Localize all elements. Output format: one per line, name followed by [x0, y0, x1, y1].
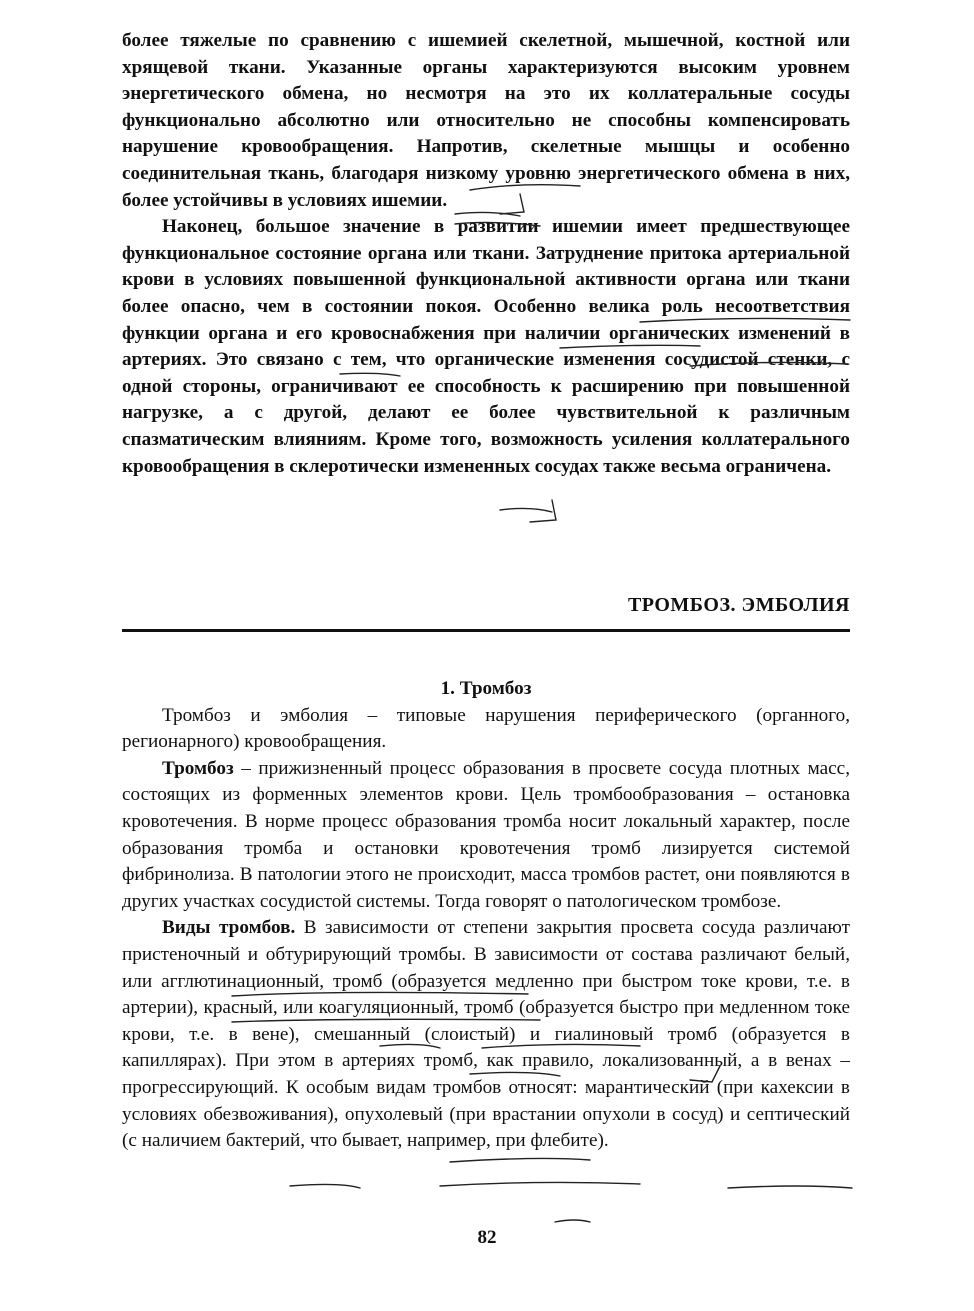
- paragraph-ischemia-tissues: более тяжелые по сравнению с ишемией скелетной, мышечной, костной или хрящевой ткани. Указанные органы характеризуются высоким уровнем энергетического обмена, но несмотря на это их коллатеральные сосуды функционально абсолютно или относительно не способны компенсировать нарушение кровообращения. Напротив, скелетные мышцы и особенно соединительная ткань, благодаря низкому уровню энергетического обмена в них, более устойчивы в условиях ишемии.: [122, 30, 850, 211]
- paragraph-definition: [122, 756, 850, 916]
- pencil-bracket-mark: [530, 500, 556, 522]
- upper-text-block: [122, 28, 850, 480]
- thrombosis-section: [122, 676, 850, 1155]
- subsection-title: 1. Тромбоз: [440, 678, 532, 699]
- paragraph-intro: Тромбоз и эмболия – типовые нарушения периферического (органного, регионарного) кровообращения.: [122, 704, 850, 753]
- definition-term: Тромбоз: [162, 757, 234, 779]
- paragraph-functional-state: Наконец, большое значение в развитии ишемии имеет предшествующее функциональное состояние органа или ткани. Затруднение притока артериальной крови в условиях повышенной функциональной активности органа или ткани более опасно, чем в состоянии покоя. Особенно велика роль несоответствия функции органа и его кровоснабжения при наличии органических изменений в артериях. Это связано с тем, что органические изменения сосудистой стенки, с одной стороны, ограничивают ее способность к расширению при повышенной нагрузке, а с другой, делают ее более чувствительной к различным спазматическим влияниям. Кроме того, возможность усиления коллатерального кровообращения в склеротически измененных сосудах также весьма ограничена.: [122, 216, 850, 477]
- paragraph-thrombus-types: [122, 915, 850, 1154]
- types-text: В зависимости от степени закрытия просвета сосуда различают пристеночный и обтурирующий тромбы. В зависимости от состава различают белый, или агглютинационный, тромб (образуется медленно при быстром токе крови, т.е. в артерии), красный, или коагуляционный, тромб (образуется быстро при медленном токе крови, т.е. в вене), смешанный (слоистый) и гиалиновый тромб (образуется в капиллярах). При этом в артериях тромб, как правило, локализованный, а в венах – прогрессирующий. К особым видам тромбов относят: марантический (при кахексии в условиях обезвоживания), опухолевый (при врастании опухоли в сосуд) и септический (с наличием бактерий, что бывает, например, при флебите).: [122, 917, 850, 1152]
- types-term: Виды тромбов.: [162, 917, 296, 939]
- pencil-underline-mark: [728, 1186, 852, 1188]
- section-title: ТРОМБОЗ. ЭМБОЛИЯ: [627, 594, 850, 616]
- pencil-underline-mark: [440, 1182, 640, 1186]
- section-divider: [122, 629, 850, 632]
- pencil-underline-mark: [555, 1220, 590, 1222]
- page-number: 82: [477, 1227, 497, 1248]
- pencil-underline-mark: [500, 508, 552, 512]
- pencil-underline-mark: [450, 1158, 590, 1162]
- definition-text: – прижизненный процесс образования в просвете сосуда плотных масс, состоящих из форменных элементов крови. Цель тромбообразования – остановка кровотечения. В норме процесс образования тромба носит локальный характер, после образования тромба и остановки кровотечения тромб лизируется системой фибринолиза. В патологии этого не происходит, масса тромбов растет, они появляются в других участках сосудистой системы. Тогда говорят о патологическом тромбозе.: [122, 757, 850, 912]
- pencil-underline-mark: [290, 1184, 360, 1188]
